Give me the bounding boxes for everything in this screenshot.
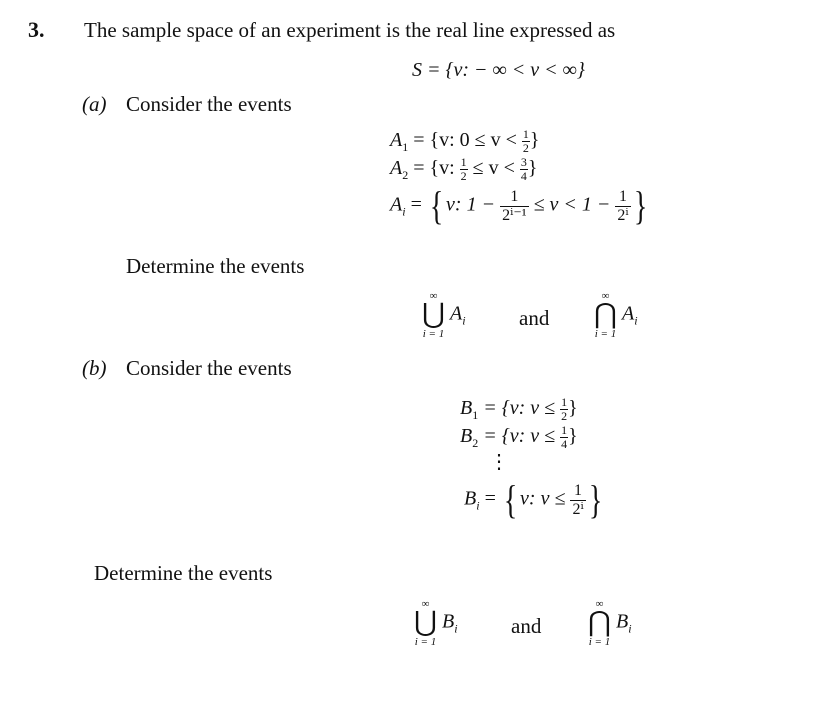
bi-sub: i [476, 498, 480, 513]
event-a1: $A_1 = \{v$: 0 ≤ v < $\frac{1}{2}$ } [390, 127, 540, 155]
part-a-intro: Consider the events [126, 92, 292, 116]
a2-frac1: $\frac{1}{2}$ [460, 155, 467, 183]
ai-frac2: $\frac{1}{\text{2ⁱ}}$ [617, 187, 629, 224]
and-b: and [511, 614, 542, 638]
ai-open-brace: { [429, 183, 444, 228]
b2-var: B [460, 425, 473, 448]
and-a: and [519, 306, 550, 330]
bi-frac: $\frac{1}{\text{2ⁱ}}$ [572, 481, 584, 518]
ai-close-brace: } [633, 183, 647, 228]
a1-frac: $\frac{1}{2}$ [522, 127, 529, 155]
part-b-label: (b) [82, 356, 107, 380]
ai-var: A [390, 193, 403, 216]
event-a2: $A_2 = \{v$: $\frac{1}{2}$ ≤ v < $\frac{3}{4}$ } [390, 155, 538, 183]
part-a-label: (a) [82, 92, 107, 116]
sample-space: S = {v: − ∞ < v < ∞} [412, 59, 585, 81]
a2-rhs: = {v: [413, 157, 455, 180]
b2-frac: $\frac{1}{4}$ [561, 423, 568, 451]
union-operator: ∞ ⋃ i = 1 [414, 598, 437, 648]
bi-close-brace: } [588, 477, 602, 522]
event-ai: $A_i$ = { v: 1 − $\frac{1}{\text{2ⁱ⁻¹}}$ ≤ v < 1 − $\frac{1}{\text{2ⁱ}}$ } [390, 183, 647, 228]
problem-statement: The sample space of an experiment is the real line expressed as [84, 18, 616, 42]
intersection-operator: ∞ ⋂ i = 1 [594, 290, 617, 340]
b1-frac: $\frac{1}{2}$ [561, 395, 568, 423]
event-b1: $B_1 = \{v$: v ≤ $\frac{1}{2}$ } [460, 395, 578, 423]
intersection-operator: ∞ ⋂ i = 1 [588, 598, 611, 648]
a1-var: A [390, 129, 403, 152]
b2-sub: 2 [472, 436, 479, 451]
event-b2: $B_2 = \{v$: v ≤ $\frac{1}{4}$ } [460, 423, 578, 451]
a2-frac2: $\frac{3}{4}$ [520, 155, 527, 183]
b1-sub: 1 [472, 408, 479, 423]
union-b: ∞ ⋃ i = 1 $B_i$ [414, 598, 458, 648]
b1-var: B [460, 397, 473, 420]
vdots: ⋮ [489, 451, 509, 473]
ai-frac1: $\frac{1}{\text{2ⁱ⁻¹}}$ [502, 187, 527, 224]
ai-sub: i [402, 204, 406, 219]
a1-rhs: = {v: 0 ≤ v < [413, 129, 517, 152]
union-a: ∞ ⋃ i = 1 $A_i$ [422, 290, 466, 340]
union-operator: ∞ ⋃ i = 1 [422, 290, 445, 340]
intersection-b: ∞ ⋂ i = 1 $B_i$ [588, 598, 632, 648]
part-b-intro: Consider the events [126, 356, 292, 380]
a1-sub: 1 [402, 140, 409, 155]
bi-var: B [464, 487, 477, 510]
bi-open-brace: { [503, 477, 518, 522]
a2-sub: 2 [402, 168, 409, 183]
intersection-a: ∞ ⋂ i = 1 $A_i$ [594, 290, 638, 340]
part-a-determine: Determine the events [126, 254, 305, 278]
part-b-determine: Determine the events [94, 561, 273, 585]
problem-number: 3. [28, 17, 45, 42]
a2-var: A [390, 157, 403, 180]
event-bi: $B_i$ = { v: v ≤ $\frac{1}{\text{2ⁱ}}$ } [464, 477, 602, 522]
